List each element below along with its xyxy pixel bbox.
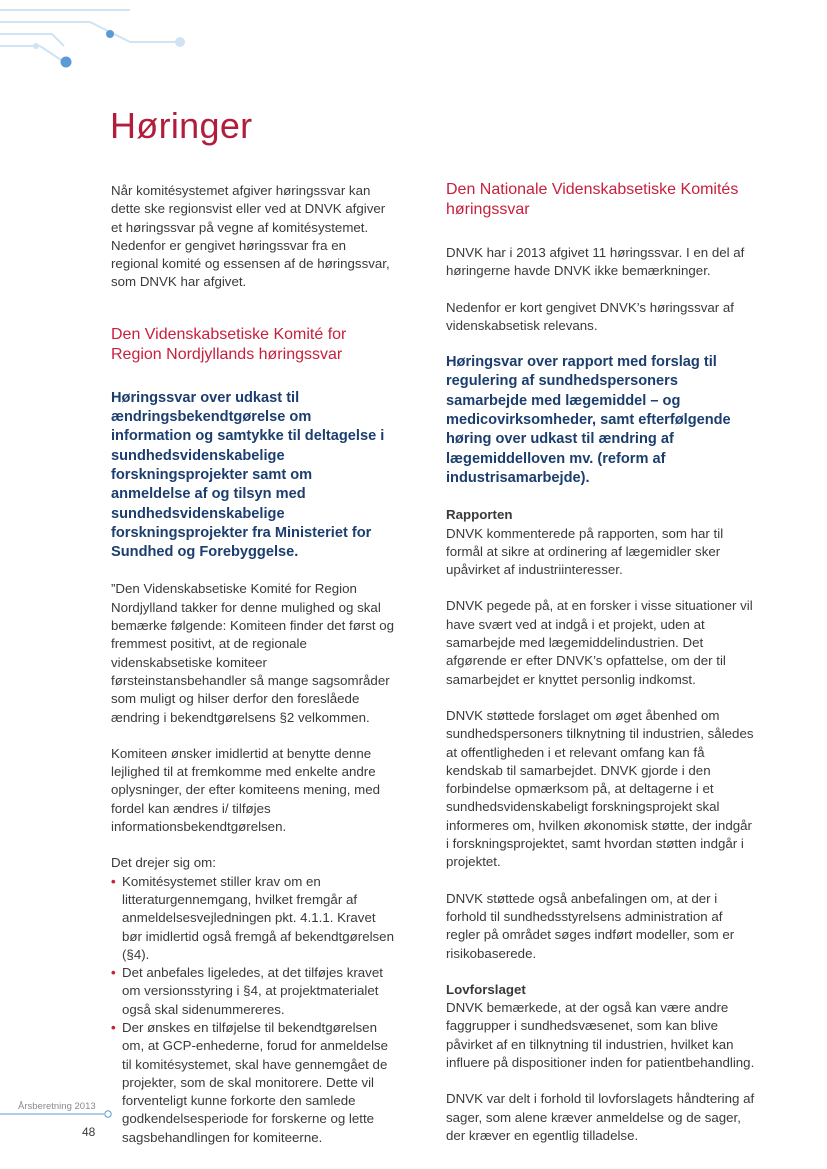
section-heading-dnvk: Den Nationale Videnskabsetiske Komités høringssvar	[446, 181, 739, 218]
footer-label: Årsberetning 2013	[18, 1101, 96, 1112]
page-title: Høringer	[110, 105, 253, 146]
paragraph: Komiteen ønsker imidlertid at benytte denne lejlighed til at fremkomme med enkelte andre oplysninger, der efter komiteens mening, med fordel kan ændres i/ tilføjes informationsbekendtgørelsen.	[111, 745, 381, 835]
intro-paragraph: Når komitésystemet afgiver høringssvar kan dette ske regionsvist eller ved at DNVK afgiver et høringssvar på vegne af komitésystemet. Nedenfor er gengivet høringssvar fra en regional komité og essensen af de høringssvar, som DNVK har afgivet.	[111, 183, 390, 290]
bullet-list	[111, 873, 395, 1147]
bullet-icon: •	[111, 965, 116, 981]
list-item: • Komitésystemet stiller krav om en litteraturgennemgang, hvilket fremgår af anmeldelsesvejledningen pkt. 4.1.1. Kravet bør imidlertid også fremgå af bekendtgørelsen (§4).	[111, 873, 394, 962]
subheading-hoeringssvar: Høringssvar over udkast til ændringsbekendtgørelse om information og samtykke til deltagelse i sundhedsvidenskabelige forskningsprojekter samt om anmeldelse af og tilsyn med sundhedsvidenskabelige forskningsprojekter fra Ministeriet for Sundhed og Forebyggelse.	[111, 389, 385, 561]
list-item: • Det anbefales ligeledes, at det tilføjes kravet om versionsstyring i §4, at projektmaterialet også skal sidenummereres.	[111, 965, 383, 1017]
list-item: • Der ønskes en tilføjelse til bekendtgørelsen om, at GCP-enhederne, forud for anmeldelse til komitésystemet, skal have gennemgået de projekter, som de skal monitorere. Dette vil forventeligt kunne forkorte den samlede godkendelsesperiode for forskerne og lette sagsbehandlingen for komiteerne.	[111, 1019, 389, 1145]
circuit-decoration	[0, 0, 200, 80]
paragraph: DNVK har i 2013 afgivet 11 høringssvar. I en del af høringerne havde DNVK ikke bemærkninger.	[446, 245, 745, 279]
right-column	[446, 180, 758, 1163]
paragraph: DNVK støttede også anbefalingen om, at der i forhold til sundhedsstyrelsens administration af regler på området søges indført modeller, som er risikobaserede.	[446, 890, 735, 961]
section-heading-nordjylland: Den Videnskabsetiske Komité for Region Nordjyllands høringssvar	[111, 325, 347, 363]
list-intro: Det drejer sig om:	[111, 855, 216, 871]
paragraph: DNVK støttede forslaget om øget åbenhed om sundhedspersoners tilknytning til industrien, således at offentligheden i et relevant omfang kan få kendskab til samarbejdet. DNVK gjorde i den forbindelse opmærksom på, at deltagerne i et sundhedsvidenskabeligt forskningsprojekt skal informeres om, hvilken økonomisk støtte, der indgår i forskningsprojektet, samt hvordan støtten indgår i projektet.	[446, 707, 754, 870]
subheading-industrisamarbejde: Høringsvar over rapport med forslag til regulering af sundhedspersoners samarbejde med lægemiddel – og medicovirksomheder, samt efterfølgende høring over udkast til ændring af lægemiddelloven mv. (reform af industrisamarbejde).	[446, 354, 731, 486]
bullet-icon: •	[111, 873, 116, 889]
paragraph: DNVK var delt i forhold til lovforslagets håndtering af sager, som alene kræver anmeldelse og de sager, der kræver en egentlig tilladelse.	[446, 1091, 755, 1143]
page-number: 48	[82, 1125, 96, 1139]
bullet-icon: •	[111, 1019, 116, 1035]
paragraph: Nedenfor er kort gengivet DNVK’s høringssvar af videnskabsetisk relevans.	[446, 299, 734, 333]
paragraph: DNVK kommenterede på rapporten, som har til formål at sikre at ordinering af lægemidler sker upåvirket af industriinteresser.	[446, 525, 724, 578]
paragraph: DNVK bemærkede, at der også kan være andre faggrupper i sundhedsvæsenet, som kan blive påvirket af en tilknytning til industrien, hvilket kan influere på dispositioner inden for patientbehandling.	[446, 1000, 755, 1070]
paragraph: DNVK pegede på, at en forsker i visse situationer vil have svært ved at indgå i et projekt, uden at samarbejde med lægemiddelindustrien. Det afgørende er efter DNVK’s opfattelse, om der til samarbejdet er knyttet personlig indkomst.	[446, 598, 753, 687]
heading-lovforslaget: Lovforslaget	[446, 981, 526, 997]
heading-rapporten: Rapporten	[446, 507, 513, 523]
footer-decoration	[0, 1110, 120, 1118]
paragraph: ”Den Videnskabsetiske Komité for Region Nordjylland takker for denne mulighed og skal bemærke følgende: Komiteen finder det først og fremmest positivt, at de regionale videnskabsetiske komiteer førsteinstansbehandler så mange sagsområder som muligt og hilser derfor den foreslåede ændring i bekendtgørelsens §2 velkommen.	[111, 581, 395, 725]
left-column	[111, 182, 395, 1147]
